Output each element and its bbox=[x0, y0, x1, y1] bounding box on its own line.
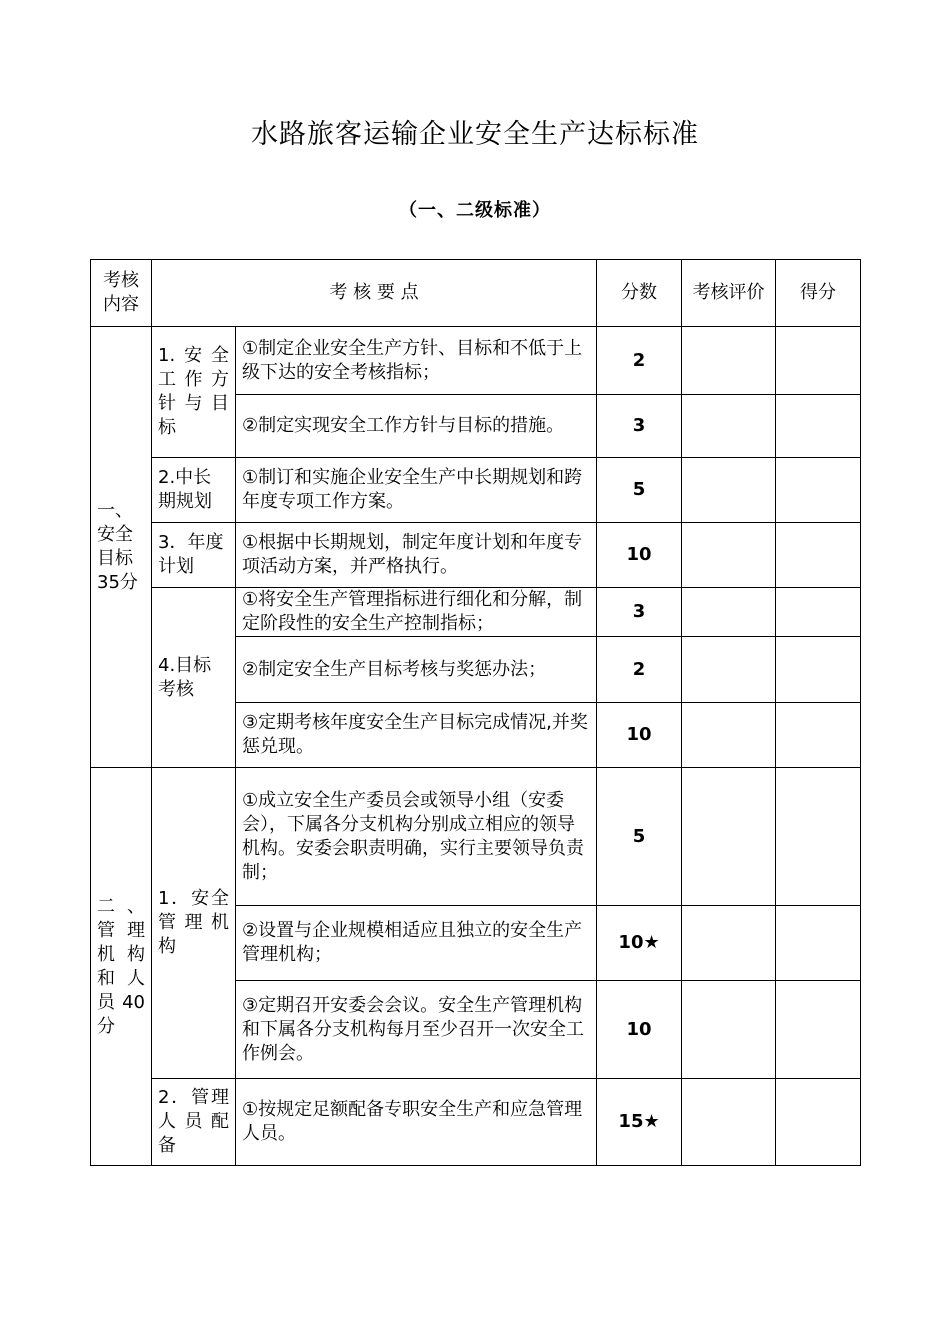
item-text: ②制定实现安全工作方针与目标的措施。 bbox=[236, 395, 597, 458]
item-score: 3 bbox=[597, 588, 682, 637]
section-label: 一、安全目标35分 bbox=[91, 327, 152, 768]
item-score: 2 bbox=[597, 327, 682, 395]
group-label: 2．管理人员配备 bbox=[152, 1079, 236, 1166]
document-title: 水路旅客运输企业安全生产达标标准 bbox=[251, 119, 699, 150]
evaluation-cell[interactable] bbox=[682, 1079, 776, 1166]
item-text: ①按规定足额配备专职安全生产和应急管理人员。 bbox=[236, 1079, 597, 1166]
item-score: 15★ bbox=[597, 1079, 682, 1166]
table-row bbox=[91, 588, 861, 637]
item-score: 10★ bbox=[597, 906, 682, 981]
evaluation-cell[interactable] bbox=[682, 703, 776, 768]
obtained-cell[interactable] bbox=[776, 981, 861, 1079]
obtained-cell[interactable] bbox=[776, 637, 861, 703]
obtained-cell[interactable] bbox=[776, 327, 861, 395]
group-label: 2.中长期规划 bbox=[152, 458, 236, 523]
obtained-cell[interactable] bbox=[776, 768, 861, 906]
table-row bbox=[91, 768, 861, 906]
obtained-cell[interactable] bbox=[776, 906, 861, 981]
item-score: 5 bbox=[597, 768, 682, 906]
section-label: 二、管理机构和人员40分 bbox=[91, 768, 152, 1166]
item-text: ①制定企业安全生产方针、目标和不低于上级下达的安全考核指标； bbox=[236, 327, 597, 395]
table-row bbox=[91, 1079, 861, 1166]
obtained-cell[interactable] bbox=[776, 588, 861, 637]
evaluation-cell[interactable] bbox=[682, 906, 776, 981]
evaluation-cell[interactable] bbox=[682, 981, 776, 1079]
obtained-cell[interactable] bbox=[776, 523, 861, 588]
header-content: 考核内容 bbox=[91, 260, 152, 327]
evaluation-cell[interactable] bbox=[682, 768, 776, 906]
table-header-row bbox=[91, 260, 861, 327]
item-score: 2 bbox=[597, 637, 682, 703]
header-points: 考 核 要 点 bbox=[152, 260, 597, 327]
standards-table bbox=[90, 259, 861, 1166]
table-row bbox=[91, 458, 861, 523]
item-score: 3 bbox=[597, 395, 682, 458]
item-score: 10 bbox=[597, 703, 682, 768]
evaluation-cell[interactable] bbox=[682, 458, 776, 523]
group-label: 1.安全工作方针与目标 bbox=[152, 327, 236, 458]
document-subtitle: （一、二级标准） bbox=[399, 200, 551, 221]
obtained-cell[interactable] bbox=[776, 703, 861, 768]
header-evaluation: 考核评价 bbox=[682, 260, 776, 327]
item-text: ①制订和实施企业安全生产中长期规划和跨年度专项工作方案。 bbox=[236, 458, 597, 523]
item-text: ②制定安全生产目标考核与奖惩办法； bbox=[236, 637, 597, 703]
obtained-cell[interactable] bbox=[776, 1079, 861, 1166]
item-text: ③定期召开安委会会议。安全生产管理机构和下属各分支机构每月至少召开一次安全工作例会。 bbox=[236, 981, 597, 1079]
evaluation-cell[interactable] bbox=[682, 637, 776, 703]
group-label: 3．年度计划 bbox=[152, 523, 236, 588]
group-label: 4.目标考核 bbox=[152, 588, 236, 768]
group-label: 1．安全管理机构 bbox=[152, 768, 236, 1079]
item-score: 10 bbox=[597, 523, 682, 588]
table-row bbox=[91, 523, 861, 588]
item-text: ③定期考核年度安全生产目标完成情况,并奖惩兑现。 bbox=[236, 703, 597, 768]
obtained-cell[interactable] bbox=[776, 395, 861, 458]
item-text: ①成立安全生产委员会或领导小组（安委会），下属各分支机构分别成立相应的领导机构。安委会职责明确，实行主要领导负责制； bbox=[236, 768, 597, 906]
item-text: ①根据中长期规划，制定年度计划和年度专项活动方案，并严格执行。 bbox=[236, 523, 597, 588]
item-text: ①将安全生产管理指标进行细化和分解，制定阶段性的安全生产控制指标； bbox=[236, 588, 597, 637]
evaluation-cell[interactable] bbox=[682, 588, 776, 637]
evaluation-cell[interactable] bbox=[682, 327, 776, 395]
header-score: 分数 bbox=[597, 260, 682, 327]
evaluation-cell[interactable] bbox=[682, 395, 776, 458]
item-text: ②设置与企业规模相适应且独立的安全生产管理机构； bbox=[236, 906, 597, 981]
obtained-cell[interactable] bbox=[776, 458, 861, 523]
header-obtained: 得分 bbox=[776, 260, 861, 327]
table-row bbox=[91, 327, 861, 395]
item-score: 5 bbox=[597, 458, 682, 523]
evaluation-cell[interactable] bbox=[682, 523, 776, 588]
item-score: 10 bbox=[597, 981, 682, 1079]
